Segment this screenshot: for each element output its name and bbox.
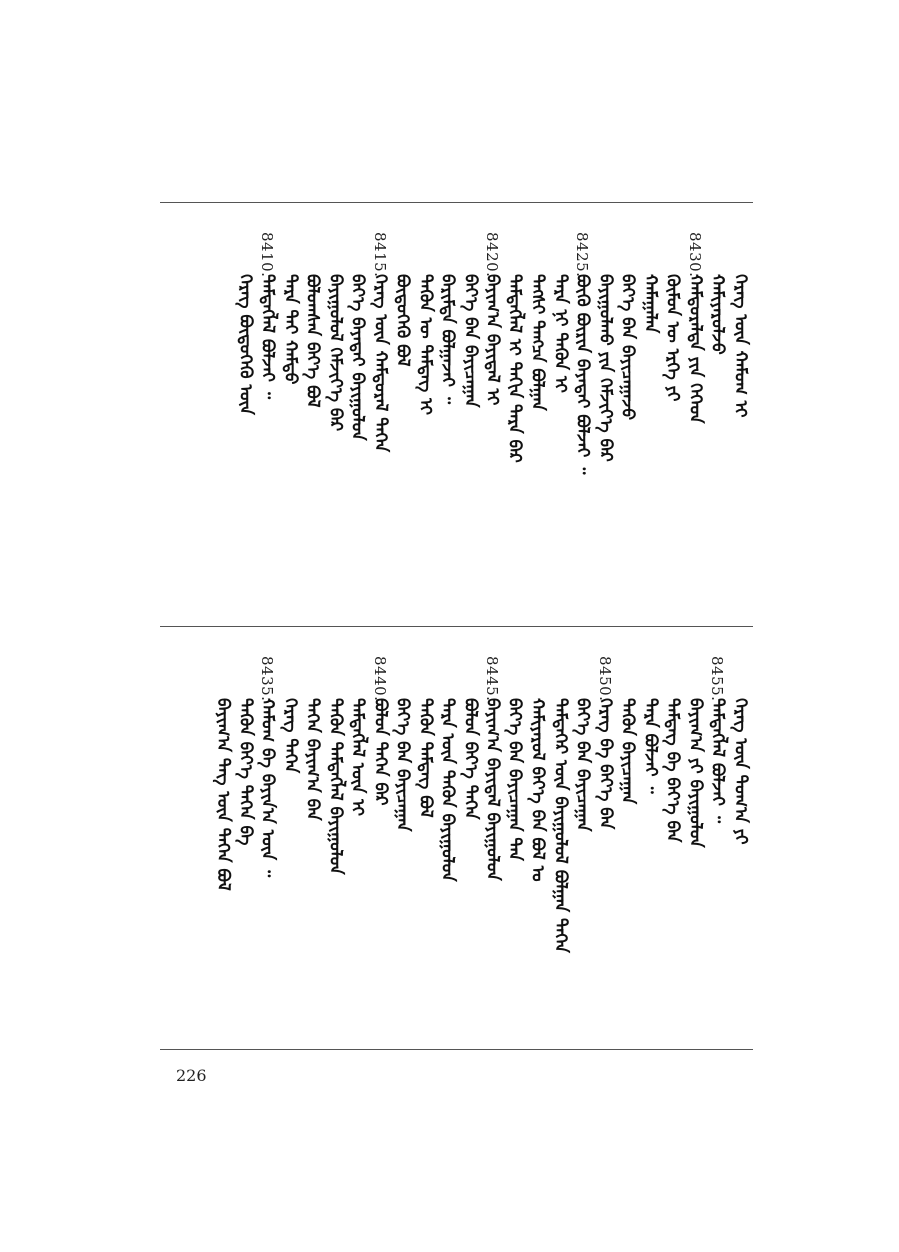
verse-text: ᠬᠦᠮᠦᠨ ᠦ ᠡᠷᠬᠡ ᠶᠢ bbox=[662, 274, 683, 402]
verse-text: ᠲᠡᠮᠳᠡᠭᠯᠡᠯ ᠪᠣᠯᠵᠠᠢ ᠃ bbox=[707, 698, 728, 824]
bottom-rule bbox=[160, 1049, 753, 1050]
line-number: 8430. bbox=[686, 232, 704, 278]
verse-text: ᠪᠣᠯᠤᠨ ᠪᠡᠶ᠎ᠡ ᠲᠡᠭᠡᠨ bbox=[460, 698, 481, 820]
verse-text: ᠲᠡᠷᠡ ᠨᠢ ᠲᠡᠭᠦᠨ ᠢ bbox=[550, 274, 571, 393]
verse-text: ᠲᠡᠭᠦᠨ ᠪᠡᠶ᠎ᠡ ᠲᠡᠭᠡᠨ ᠪᠠ bbox=[235, 698, 256, 846]
verse-text: ᠪᠠᠶᠢᠭ᠎ᠠ ᠶᠢ ᠪᠠᠶᠢᠭᠤᠯᠤᠨ bbox=[685, 698, 706, 848]
verse-line bbox=[208, 656, 238, 1036]
verse-text: ᠪᠠᠶᠢᠭᠤᠯᠤᠯ ᠬᠡᠮᠵᠢᠶ᠎ᠡ ᠪᠡᠷ bbox=[325, 274, 346, 432]
verse-text: ᠲᠡᠭᠡᠨ ᠪᠠᠶᠢᠭ᠎ᠠ ᠪᠠᠨ bbox=[302, 698, 323, 821]
verse-text: ᠲᠡᠷᠡ ᠲᠠᠢ ᠬᠠᠮᠲᠤ bbox=[280, 274, 301, 385]
verse-text: ᠬᠡᠷᠡᠭ ᠦᠨ ᠬᠠᠮᠤᠭ ᠢ bbox=[730, 274, 751, 418]
line-number: 8410. bbox=[258, 232, 276, 278]
verse-text: ᠲᠡᠭᠦᠨ ᠪᠠᠶᠢᠴᠠᠭᠠᠨ bbox=[617, 698, 638, 805]
verse-text: ᠬᠠᠮᠠᠭᠠᠯᠠᠨ bbox=[640, 274, 661, 334]
verse-text: ᠬᠡᠷᠡᠭ ᠪᠠ ᠪᠡᠶ᠎ᠡ ᠪᠠᠨ bbox=[595, 698, 616, 830]
verse-text: ᠲᠡᠮᠲᠡᠭᠡᠷ ᠦᠨ ᠪᠠᠶᠢᠭᠤᠯᠤᠯ ᠪᠣᠯᠭᠠᠨ ᠲᠡᠭᠡᠨ bbox=[550, 698, 571, 953]
verse-text: ᠪᠡᠶ᠎ᠡ ᠪᠡᠨ ᠪᠠᠶᠢᠴᠠᠭᠠᠵᠤ bbox=[617, 274, 638, 421]
verse-panel-lower bbox=[160, 656, 753, 1036]
verse-text: ᠪᠡᠶ᠎ᠡ ᠪᠡᠨ ᠪᠠᠶᠢᠴᠠᠭᠠᠨ ᠲᠠᠨ bbox=[504, 698, 525, 861]
verse-text: ᠪᠣᠯᠣᠭᠰᠠᠨ ᠪᠡᠶ᠎ᠡ ᠪᠣᠯ bbox=[302, 274, 323, 408]
verse-text: ᠲᠡᠮᠳᠡᠭ ᠪᠠ ᠪᠡᠶ᠎ᠡ ᠪᠠᠨ bbox=[662, 698, 683, 843]
line-number: 8425. bbox=[573, 232, 591, 278]
verse-text: ᠬᠠᠮᠲᠤᠷᠠᠯᠲᠠ ᠶᠢᠨ ᠬᠡᠭᠡᠳ bbox=[685, 274, 706, 424]
verse-text: ᠲᠡᠭᠰᠢ ᠲᠡᠩᠴᠡ ᠪᠣᠯᠭᠠᠨ bbox=[527, 274, 548, 411]
verse-text: ᠪᠡᠶ᠎ᠡ ᠪᠡᠨ ᠪᠠᠶᠢᠴᠠᠭᠠᠨ bbox=[460, 274, 481, 408]
verse-text: ᠬᠡᠷᠡᠭ ᠦᠨ ᠬᠠᠮᠲᠤᠷᠠᠯ ᠲᠡᠭᠡᠨ bbox=[370, 274, 391, 453]
line-number: 8440. bbox=[371, 656, 389, 702]
verse-text: ᠲᠡᠭᠦᠨ ᠲᠡᠮᠳᠡᠭᠯᠡᠯ ᠪᠠᠶᠢᠭᠤᠯᠤᠨ bbox=[325, 698, 346, 875]
verse-text: ᠬᠠᠮᠢᠶᠠᠷᠤᠯᠵᠤ bbox=[707, 274, 728, 355]
verse-text: ᠲᠡᠮᠳᠡᠭᠯᠡᠯ ᠦᠨ ᠢ bbox=[347, 698, 368, 817]
verse-text: ᠪᠣᠯᠣᠨ ᠲᠡᠭᠡᠨ ᠪᠡᠷ bbox=[370, 698, 391, 806]
verse-text: ᠬᠠᠮᠤᠭ ᠪᠠ ᠪᠠᠶᠢᠨ᠎ᠠ ᠦᠨ ᠃ bbox=[257, 698, 278, 878]
verse-text: ᠲᠡᠮᠳᠡᠭᠯᠡᠯ ᠪᠣᠯᠵᠠᠢ ᠃ bbox=[257, 274, 278, 400]
verse-text: ᠪᠡᠶ᠎ᠡ ᠪᠡᠨ ᠪᠠᠶᠢᠴᠠᠭᠠᠨ bbox=[392, 698, 413, 832]
line-number: 8450. bbox=[596, 656, 614, 702]
verse-text: ᠪᠠᠶᠢᠭ᠎ᠠ ᠪᠠᠶᠢᠳᠠᠯ ᠪᠠᠶᠢᠭᠤᠯᠤᠨ bbox=[482, 698, 503, 881]
verse-text: ᠬᠡᠷᠡᠭ ᠪᠦᠲᠦᠭᠡᠬᠦ ᠦᠨ bbox=[235, 274, 256, 415]
verse-text: ᠲᠡᠭᠦᠨ ᠦ ᠲᠡᠮᠳᠡᠭ ᠢ bbox=[415, 274, 436, 416]
verse-text: ᠪᠠᠶᠢᠭᠤᠯᠬᠤ ᠶᠢᠨ ᠬᠡᠮᠵᠢᠶ᠎ᠡ ᠪᠡᠷ bbox=[595, 274, 616, 462]
line-number: 8420. bbox=[483, 232, 501, 278]
line-number: 8415. bbox=[371, 232, 389, 278]
verse-text: ᠪᠡᠶ᠎ᠡ ᠪᠡᠶᠡᠲᠡᠢ ᠪᠠᠶᠢᠭᠤᠯᠤᠨ bbox=[347, 274, 368, 441]
page-number: 226 bbox=[176, 1066, 207, 1085]
verse-panel-upper bbox=[160, 232, 753, 612]
verse-text: ᠪᠠᠷᠢᠮᠲᠠ ᠪᠣᠯᠭᠠᠵᠠᠢ ᠃ bbox=[437, 274, 458, 405]
verse-text: ᠲᠡᠷᠡ ᠪᠣᠯᠵᠠᠢ ᠃ bbox=[640, 698, 661, 794]
verse-text: ᠬᠡᠷᠡᠭ ᠦᠨ ᠲᠣᠭ᠎ᠠ ᠶᠢ bbox=[730, 698, 751, 845]
verse-text: ᠪᠠᠶᠢᠭ᠎ᠠ ᠲᠡᠭ ᠦᠨ ᠲᠡᠭᠡᠨ ᠪᠣᠯ bbox=[213, 698, 233, 891]
middle-rule bbox=[160, 626, 753, 627]
top-rule bbox=[160, 202, 753, 203]
verse-text: ᠪᠦᠬᠦ ᠪᠦᠷᠢᠨ ᠪᠡᠶᠡᠲᠡᠢ ᠪᠣᠯᠵᠠᠢ ᠃ bbox=[572, 274, 593, 475]
verse-text: ᠪᠡᠶ᠎ᠡ ᠪᠡᠨ ᠪᠠᠶᠢᠴᠠᠭᠠᠨ bbox=[572, 698, 593, 832]
line-number: 8445. bbox=[483, 656, 501, 702]
verse-text: ᠪᠦᠲᠦᠭᠡᠬᠦ ᠪᠣᠯ bbox=[392, 274, 413, 367]
verse-text: ᠬᠡᠷᠡᠭ ᠲᠡᠭᠡᠨ bbox=[280, 698, 301, 774]
line-number: 8435. bbox=[258, 656, 276, 702]
verse-text: ᠲᠡᠷᠡ ᠦᠨ ᠲᠡᠭᠦᠨ ᠪᠠᠶᠢᠭᠤᠯᠤᠨ bbox=[437, 698, 458, 882]
verse-text: ᠲᠡᠭᠦᠨ ᠲᠡᠮᠳᠡᠭ ᠪᠣᠯ bbox=[415, 698, 436, 818]
line-number: 8455. bbox=[708, 656, 726, 702]
verse-text: ᠲᠡᠮᠳᠡᠭᠯᠡᠯ ᠢ ᠲᠡᠬᠢᠨ ᠲᠡᠷᠡ ᠪᠡᠷ bbox=[504, 274, 525, 463]
verse-line bbox=[230, 232, 260, 612]
verse-text: ᠪᠠᠶᠢᠭ᠎ᠠ ᠪᠠᠶᠢᠳᠠᠯ ᠢ bbox=[482, 274, 503, 406]
verse-text: ᠬᠠᠮᠢᠶᠠᠷᠤᠯ ᠪᠡᠶ᠎ᠡ ᠪᠡᠨ ᠪᠣᠯ ᠤ bbox=[527, 698, 548, 882]
